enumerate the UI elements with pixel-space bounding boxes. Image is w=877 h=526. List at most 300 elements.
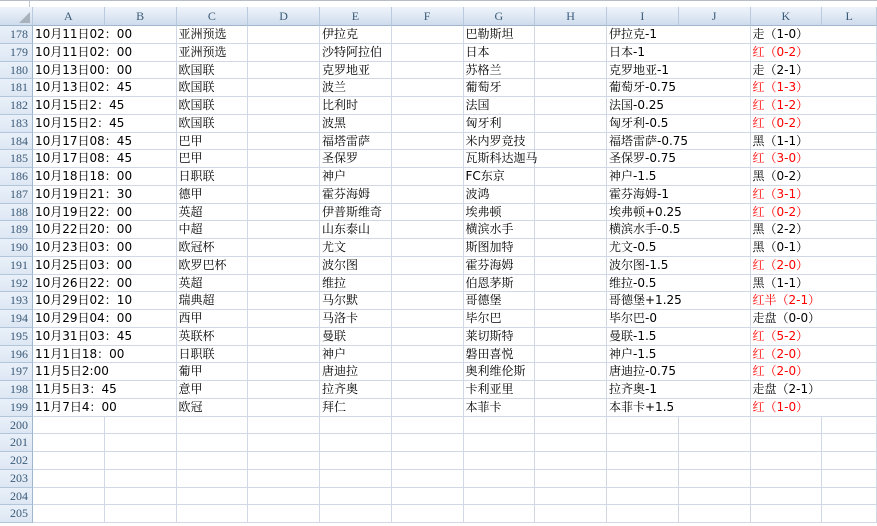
cell[interactable]: [33, 488, 105, 506]
cell-date[interactable]: 10月26日22：00: [33, 275, 177, 293]
row-number[interactable]: 179: [0, 44, 33, 62]
cell[interactable]: [392, 168, 464, 186]
cell-team[interactable]: 比利时: [320, 97, 392, 115]
cell-opponent[interactable]: 埃弗顿: [464, 204, 536, 222]
cell-date[interactable]: 10月19日22：00: [33, 204, 177, 222]
cell[interactable]: [535, 417, 607, 435]
cell[interactable]: [392, 97, 464, 115]
cell[interactable]: [105, 417, 177, 435]
cell-handicap[interactable]: 伊拉克-1: [607, 26, 751, 44]
cell[interactable]: [607, 488, 679, 506]
cell-result[interactable]: 走（2-1）: [751, 62, 877, 80]
cell[interactable]: [822, 488, 877, 506]
cell[interactable]: [392, 79, 464, 97]
cell-opponent[interactable]: 巴勒斯坦: [464, 26, 536, 44]
cell-team[interactable]: 马尔默: [320, 292, 392, 310]
cell[interactable]: [392, 417, 464, 435]
cell[interactable]: [248, 204, 320, 222]
cell-opponent[interactable]: 卡利亚里: [464, 381, 536, 399]
column-header-A[interactable]: A: [33, 7, 105, 26]
cell-league[interactable]: 欧国联: [177, 97, 249, 115]
cell-handicap[interactable]: 本菲卡+1.5: [607, 399, 751, 417]
cell-result[interactable]: 红（2-0）: [751, 257, 877, 275]
cell-result[interactable]: 红（3-0）: [751, 150, 877, 168]
cell[interactable]: [248, 470, 320, 488]
cell[interactable]: [320, 434, 392, 452]
cell-handicap[interactable]: 维拉-0.5: [607, 275, 751, 293]
cell-result[interactable]: 红（2-0）: [751, 363, 877, 381]
cell[interactable]: [248, 346, 320, 364]
cell-result[interactable]: 红半（2-1）: [751, 292, 877, 310]
cell[interactable]: [464, 434, 536, 452]
cell[interactable]: [535, 399, 607, 417]
cell[interactable]: [33, 505, 105, 523]
cell-league[interactable]: 英联杯: [177, 328, 249, 346]
row-number[interactable]: 202: [0, 452, 33, 470]
cell[interactable]: [392, 44, 464, 62]
cell[interactable]: [248, 488, 320, 506]
cell-team[interactable]: 唐迪拉: [320, 363, 392, 381]
cell-handicap[interactable]: 哥德堡+1.25: [607, 292, 751, 310]
cell[interactable]: [392, 470, 464, 488]
cell-handicap[interactable]: 拉齐奥-1: [607, 381, 751, 399]
cell[interactable]: [392, 363, 464, 381]
cell[interactable]: [320, 505, 392, 523]
cell-result[interactable]: 走盘（0-0）: [751, 310, 877, 328]
cell-team[interactable]: 福塔雷萨: [320, 133, 392, 151]
cell-opponent[interactable]: 法国: [464, 97, 536, 115]
column-header-J[interactable]: J: [679, 7, 751, 26]
cell-result[interactable]: 黑（2-2）: [751, 221, 877, 239]
cell[interactable]: [679, 417, 751, 435]
column-header-L[interactable]: L: [822, 7, 877, 26]
row-number[interactable]: 183: [0, 115, 33, 133]
cell-date[interactable]: 10月29日02：10: [33, 292, 177, 310]
cell-date[interactable]: 11月7日4：00: [33, 399, 177, 417]
cell-result[interactable]: 红（1-2）: [751, 97, 877, 115]
cell-date[interactable]: 10月29日04：00: [33, 310, 177, 328]
cell-league[interactable]: 亚洲预选: [177, 44, 249, 62]
row-number[interactable]: 194: [0, 310, 33, 328]
cell-result[interactable]: 黑（1-1）: [751, 275, 877, 293]
cell[interactable]: [392, 328, 464, 346]
cell-date[interactable]: 11月1日18：00: [33, 346, 177, 364]
column-header-G[interactable]: G: [464, 7, 536, 26]
cell-opponent[interactable]: 莱切斯特: [464, 328, 536, 346]
cell-league[interactable]: 日职联: [177, 346, 249, 364]
cell-opponent[interactable]: 米内罗竞技: [464, 133, 536, 151]
row-number[interactable]: 200: [0, 417, 33, 435]
cell-opponent[interactable]: 横滨水手: [464, 221, 536, 239]
cell[interactable]: [248, 133, 320, 151]
cell[interactable]: [751, 470, 823, 488]
cell[interactable]: [105, 434, 177, 452]
cell[interactable]: [392, 221, 464, 239]
cell-date[interactable]: 10月13日00：00: [33, 62, 177, 80]
cell[interactable]: [33, 434, 105, 452]
cell-team[interactable]: 伊普斯维奇: [320, 204, 392, 222]
cell[interactable]: [248, 417, 320, 435]
cell[interactable]: [607, 452, 679, 470]
cell[interactable]: [464, 417, 536, 435]
cell[interactable]: [822, 434, 877, 452]
cell-league[interactable]: 日职联: [177, 168, 249, 186]
cell-opponent[interactable]: 霍芬海姆: [464, 257, 536, 275]
row-number[interactable]: 197: [0, 363, 33, 381]
cell[interactable]: [248, 62, 320, 80]
row-number[interactable]: 191: [0, 257, 33, 275]
cell[interactable]: [535, 26, 607, 44]
cell[interactable]: [392, 434, 464, 452]
cell-date[interactable]: 10月22日20：00: [33, 221, 177, 239]
cell[interactable]: [248, 115, 320, 133]
cell-league[interactable]: 欧冠: [177, 399, 249, 417]
cell[interactable]: [392, 505, 464, 523]
cell-result[interactable]: 红（1-3）: [751, 79, 877, 97]
cell-date[interactable]: 10月25日03：00: [33, 257, 177, 275]
cell-team[interactable]: 圣保罗: [320, 150, 392, 168]
cell-opponent[interactable]: 苏格兰: [464, 62, 536, 80]
cell[interactable]: [248, 505, 320, 523]
cell[interactable]: [248, 310, 320, 328]
cell[interactable]: [535, 204, 607, 222]
cell[interactable]: [679, 470, 751, 488]
cell[interactable]: [822, 470, 877, 488]
cell[interactable]: [177, 452, 249, 470]
cell[interactable]: [392, 310, 464, 328]
cell[interactable]: [535, 488, 607, 506]
cell[interactable]: [177, 417, 249, 435]
cell-league[interactable]: 英超: [177, 275, 249, 293]
cell-date[interactable]: 10月31日03：45: [33, 328, 177, 346]
cell[interactable]: [248, 328, 320, 346]
cell[interactable]: [392, 133, 464, 151]
cell-team[interactable]: 马洛卡: [320, 310, 392, 328]
cell-date[interactable]: 10月13日02：45: [33, 79, 177, 97]
cell[interactable]: [535, 97, 607, 115]
cell[interactable]: [535, 239, 607, 257]
cell-result[interactable]: 红（2-0）: [751, 346, 877, 364]
cell-handicap[interactable]: 霍芬海姆-1: [607, 186, 751, 204]
cell[interactable]: [679, 505, 751, 523]
cell[interactable]: [535, 275, 607, 293]
cell[interactable]: [392, 115, 464, 133]
cell[interactable]: [320, 470, 392, 488]
cell-result[interactable]: 走盘（2-1）: [751, 381, 877, 399]
cell[interactable]: [105, 488, 177, 506]
cell-league[interactable]: 巴甲: [177, 150, 249, 168]
cell[interactable]: [535, 310, 607, 328]
cell[interactable]: [320, 417, 392, 435]
row-number[interactable]: 192: [0, 275, 33, 293]
cell[interactable]: [535, 133, 607, 151]
cell-opponent[interactable]: 日本: [464, 44, 536, 62]
cell-team[interactable]: 波尔图: [320, 257, 392, 275]
cell[interactable]: [248, 186, 320, 204]
row-number[interactable]: 181: [0, 79, 33, 97]
cell-league[interactable]: 巴甲: [177, 133, 249, 151]
cell-opponent[interactable]: 波鸿: [464, 186, 536, 204]
cell[interactable]: [248, 79, 320, 97]
cell[interactable]: [535, 470, 607, 488]
cell[interactable]: [33, 470, 105, 488]
cell-league[interactable]: 意甲: [177, 381, 249, 399]
cell-result[interactable]: 红（1-0）: [751, 399, 877, 417]
cell-team[interactable]: 维拉: [320, 275, 392, 293]
row-number[interactable]: 195: [0, 328, 33, 346]
cell-team[interactable]: 拉齐奥: [320, 381, 392, 399]
cell-result[interactable]: 黑（0-1）: [751, 239, 877, 257]
cell-handicap[interactable]: 葡萄牙-0.75: [607, 79, 751, 97]
cell-handicap[interactable]: 克罗地亚-1: [607, 62, 751, 80]
cell[interactable]: [177, 505, 249, 523]
cell-date[interactable]: 10月23日03：00: [33, 239, 177, 257]
cell[interactable]: [464, 452, 536, 470]
cell[interactable]: [535, 44, 607, 62]
cell[interactable]: [535, 346, 607, 364]
row-number[interactable]: 190: [0, 239, 33, 257]
cell[interactable]: [535, 257, 607, 275]
cell[interactable]: [392, 150, 464, 168]
cell[interactable]: [751, 452, 823, 470]
row-number[interactable]: 193: [0, 292, 33, 310]
row-number[interactable]: 185: [0, 150, 33, 168]
cell-date[interactable]: 10月15日2：45: [33, 97, 177, 115]
cell-team[interactable]: 波兰: [320, 79, 392, 97]
cell-league[interactable]: 葡甲: [177, 363, 249, 381]
cell-team[interactable]: 拜仁: [320, 399, 392, 417]
cell-opponent[interactable]: 哥德堡: [464, 292, 536, 310]
cell-result[interactable]: 红（0-2）: [751, 44, 877, 62]
cell-team[interactable]: 伊拉克: [320, 26, 392, 44]
cell[interactable]: [535, 434, 607, 452]
cell[interactable]: [392, 381, 464, 399]
cell-league[interactable]: 西甲: [177, 310, 249, 328]
cell[interactable]: [392, 452, 464, 470]
cell[interactable]: [464, 488, 536, 506]
cell-handicap[interactable]: 唐迪拉-0.75: [607, 363, 751, 381]
cell[interactable]: [751, 417, 823, 435]
cell-team[interactable]: 神户: [320, 346, 392, 364]
cell-result[interactable]: 红（3-1）: [751, 186, 877, 204]
cell-handicap[interactable]: 埃弗顿+0.25: [607, 204, 751, 222]
cell[interactable]: [464, 505, 536, 523]
row-number[interactable]: 196: [0, 346, 33, 364]
cell-handicap[interactable]: 毕尔巴-0: [607, 310, 751, 328]
column-header-D[interactable]: D: [248, 7, 320, 26]
cell-handicap[interactable]: 神户-1.5: [607, 168, 751, 186]
cell-handicap[interactable]: 波尔图-1.5: [607, 257, 751, 275]
cell[interactable]: [535, 505, 607, 523]
column-header-F[interactable]: F: [392, 7, 464, 26]
cell-date[interactable]: 10月11日02：00: [33, 26, 177, 44]
cell[interactable]: [392, 186, 464, 204]
cell-date[interactable]: 10月15日2：45: [33, 115, 177, 133]
cell[interactable]: [248, 221, 320, 239]
cell[interactable]: [535, 381, 607, 399]
cell[interactable]: [248, 399, 320, 417]
cell-result[interactable]: 红（0-2）: [751, 204, 877, 222]
cell-result[interactable]: 红（0-2）: [751, 115, 877, 133]
cell[interactable]: [392, 275, 464, 293]
cell-league[interactable]: 英超: [177, 204, 249, 222]
cell-league[interactable]: 欧罗巴杯: [177, 257, 249, 275]
cell-result[interactable]: 黑（0-2）: [751, 168, 877, 186]
cell[interactable]: [248, 97, 320, 115]
row-number[interactable]: 184: [0, 133, 33, 151]
cell[interactable]: [464, 470, 536, 488]
cell-league[interactable]: 中超: [177, 221, 249, 239]
cell[interactable]: [392, 26, 464, 44]
cell-team[interactable]: 山东泰山: [320, 221, 392, 239]
cell[interactable]: [392, 239, 464, 257]
cell[interactable]: [248, 363, 320, 381]
cell[interactable]: [105, 470, 177, 488]
column-header-K[interactable]: K: [751, 7, 823, 26]
cell[interactable]: [535, 115, 607, 133]
cell[interactable]: [822, 417, 877, 435]
cell-date[interactable]: 11月5日2:00: [33, 363, 177, 381]
cell[interactable]: [822, 505, 877, 523]
cell-date[interactable]: 10月17日08：45: [33, 133, 177, 151]
cell-opponent[interactable]: FC东京: [464, 168, 536, 186]
column-header-I[interactable]: I: [607, 7, 679, 26]
cell[interactable]: [535, 221, 607, 239]
row-number[interactable]: 199: [0, 399, 33, 417]
cell[interactable]: [535, 62, 607, 80]
cell-league[interactable]: 欧国联: [177, 79, 249, 97]
row-number[interactable]: 186: [0, 168, 33, 186]
cell-league[interactable]: 欧冠杯: [177, 239, 249, 257]
cell[interactable]: [535, 186, 607, 204]
cell-team[interactable]: 神户: [320, 168, 392, 186]
select-all-button[interactable]: [0, 7, 33, 26]
cell-date[interactable]: 10月11日02：00: [33, 44, 177, 62]
row-number[interactable]: 180: [0, 62, 33, 80]
column-header-E[interactable]: E: [320, 7, 392, 26]
cell-team[interactable]: 尤文: [320, 239, 392, 257]
row-number[interactable]: 182: [0, 97, 33, 115]
cell[interactable]: [679, 488, 751, 506]
cell-team[interactable]: 克罗地亚: [320, 62, 392, 80]
cell[interactable]: [248, 26, 320, 44]
cell-opponent[interactable]: 本菲卡: [464, 399, 536, 417]
cell[interactable]: [248, 257, 320, 275]
cell[interactable]: [248, 275, 320, 293]
cell-handicap[interactable]: 福塔雷萨-0.75: [607, 133, 751, 151]
cell-result[interactable]: 黑（1-1）: [751, 133, 877, 151]
cell[interactable]: [535, 168, 607, 186]
cell[interactable]: [751, 505, 823, 523]
cell[interactable]: [535, 363, 607, 381]
cell[interactable]: [248, 239, 320, 257]
cell-handicap[interactable]: 匈牙利-0.5: [607, 115, 751, 133]
cell[interactable]: [607, 417, 679, 435]
cell-date[interactable]: 10月19日21：30: [33, 186, 177, 204]
cell-handicap[interactable]: 神户-1.5: [607, 346, 751, 364]
cell[interactable]: [392, 399, 464, 417]
cell[interactable]: [535, 292, 607, 310]
cell[interactable]: [679, 434, 751, 452]
cell-handicap[interactable]: 法国-0.25: [607, 97, 751, 115]
cell[interactable]: [535, 452, 607, 470]
cell[interactable]: [105, 452, 177, 470]
cell-league[interactable]: 欧国联: [177, 62, 249, 80]
cell[interactable]: [392, 488, 464, 506]
cell-opponent[interactable]: 斯图加特: [464, 239, 536, 257]
cell-league[interactable]: 亚洲预选: [177, 26, 249, 44]
row-number[interactable]: 205: [0, 505, 33, 523]
cell[interactable]: [177, 434, 249, 452]
cell[interactable]: [248, 150, 320, 168]
row-number[interactable]: 198: [0, 381, 33, 399]
cell[interactable]: [392, 204, 464, 222]
cell-handicap[interactable]: 尤文-0.5: [607, 239, 751, 257]
cell-opponent[interactable]: 瓦斯科达迦马: [464, 150, 536, 168]
cell-date[interactable]: 11月5日3：45: [33, 381, 177, 399]
cell[interactable]: [248, 434, 320, 452]
cell[interactable]: [751, 434, 823, 452]
cell[interactable]: [33, 417, 105, 435]
cell-handicap[interactable]: 曼联-1.5: [607, 328, 751, 346]
cell[interactable]: [248, 381, 320, 399]
cell[interactable]: [751, 488, 823, 506]
cell-league[interactable]: 德甲: [177, 186, 249, 204]
cell-team[interactable]: 波黑: [320, 115, 392, 133]
cell[interactable]: [177, 488, 249, 506]
cell[interactable]: [679, 452, 751, 470]
column-header-H[interactable]: H: [535, 7, 607, 26]
cell-result[interactable]: 红（5-2）: [751, 328, 877, 346]
cell[interactable]: [248, 452, 320, 470]
cell[interactable]: [392, 346, 464, 364]
cell[interactable]: [535, 150, 607, 168]
cell[interactable]: [607, 505, 679, 523]
cell[interactable]: [248, 168, 320, 186]
cell-opponent[interactable]: 匈牙利: [464, 115, 536, 133]
row-number[interactable]: 203: [0, 470, 33, 488]
cell-team[interactable]: 曼联: [320, 328, 392, 346]
cell[interactable]: [248, 44, 320, 62]
cell[interactable]: [320, 488, 392, 506]
cell[interactable]: [177, 470, 249, 488]
cell[interactable]: [535, 79, 607, 97]
cell-team[interactable]: 沙特阿拉伯: [320, 44, 392, 62]
row-number[interactable]: 204: [0, 488, 33, 506]
column-header-C[interactable]: C: [177, 7, 249, 26]
cell[interactable]: [392, 62, 464, 80]
cell[interactable]: [535, 328, 607, 346]
cell-date[interactable]: 10月17日08：45: [33, 150, 177, 168]
cell-date[interactable]: 10月18日18：00: [33, 168, 177, 186]
cell-result[interactable]: 走（1-0）: [751, 26, 877, 44]
cell-opponent[interactable]: 毕尔巴: [464, 310, 536, 328]
cell-handicap[interactable]: 圣保罗-0.75: [607, 150, 751, 168]
row-number[interactable]: 178: [0, 26, 33, 44]
cell[interactable]: [607, 470, 679, 488]
cell[interactable]: [392, 257, 464, 275]
row-number[interactable]: 187: [0, 186, 33, 204]
cell-opponent[interactable]: 奥利维伦斯: [464, 363, 536, 381]
cell-handicap[interactable]: 横滨水手-0.5: [607, 221, 751, 239]
row-number[interactable]: 189: [0, 221, 33, 239]
cell-opponent[interactable]: 葡萄牙: [464, 79, 536, 97]
row-number[interactable]: 201: [0, 434, 33, 452]
cell-league[interactable]: 瑞典超: [177, 292, 249, 310]
row-number[interactable]: 188: [0, 204, 33, 222]
cell[interactable]: [248, 292, 320, 310]
cell[interactable]: [822, 452, 877, 470]
